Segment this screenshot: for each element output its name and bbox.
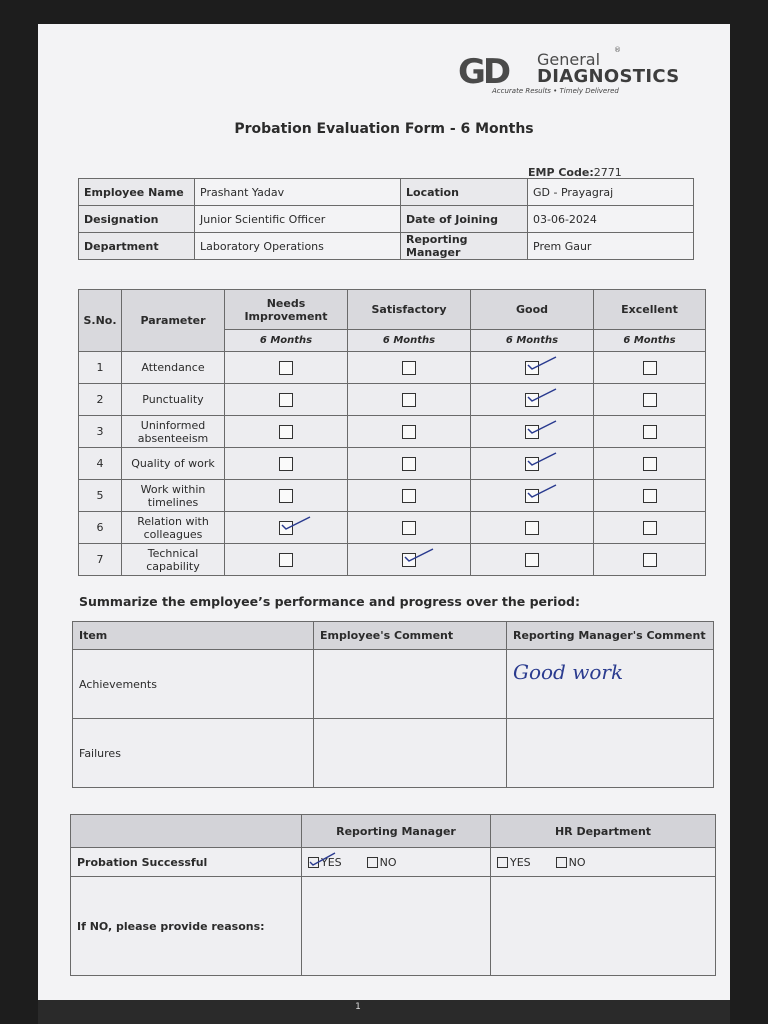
- page-number: 1: [355, 1002, 361, 1012]
- emp-code-label: EMP Code:: [528, 166, 594, 179]
- failures-employee-comment[interactable]: [314, 719, 507, 788]
- rating-checkbox-excellent[interactable]: [643, 361, 657, 375]
- rating-cell-satisfactory: [348, 384, 471, 416]
- row-sno: 3: [79, 416, 122, 448]
- rating-checkbox-satisfactory[interactable]: [402, 425, 416, 439]
- row-sno: 1: [79, 352, 122, 384]
- rating-cell-needs: [225, 544, 348, 576]
- row-parameter: Technical capability: [122, 544, 225, 576]
- probation-hr-header: HR Department: [491, 815, 716, 848]
- manager-choice-cell: [302, 848, 491, 877]
- page-bottom-edge: [38, 1000, 730, 1024]
- employee-name-value: Prashant Yadav: [195, 179, 401, 206]
- rating-cell-good: [471, 512, 594, 544]
- evaluation-table: [78, 289, 706, 576]
- manager-yes-label: YES: [321, 855, 342, 869]
- rating-checkbox-needs[interactable]: [279, 521, 293, 535]
- manager-label: Reporting Manager: [401, 233, 528, 260]
- rating-checkbox-satisfactory[interactable]: [402, 521, 416, 535]
- employee-comment-header: Employee's Comment: [314, 622, 507, 650]
- rating-cell-satisfactory: [348, 512, 471, 544]
- rating-cell-needs: [225, 512, 348, 544]
- rating-checkbox-excellent[interactable]: [643, 553, 657, 567]
- rating-cell-satisfactory: [348, 352, 471, 384]
- evaluation-row: [79, 544, 706, 576]
- item-header: Item: [73, 622, 314, 650]
- reasons-label: If NO, please provide reasons:: [71, 877, 302, 976]
- rating-checkbox-needs[interactable]: [279, 489, 293, 503]
- rating-cell-satisfactory: [348, 544, 471, 576]
- rating-checkbox-excellent[interactable]: [643, 521, 657, 535]
- evaluation-row: [79, 352, 706, 384]
- manager-value: Prem Gaur: [528, 233, 694, 260]
- rating-checkbox-needs[interactable]: [279, 393, 293, 407]
- good-header: Good: [471, 290, 594, 330]
- achievements-employee-comment[interactable]: [314, 650, 507, 719]
- needs-header: Needs Improvement: [225, 290, 348, 330]
- manager-reasons-field[interactable]: [302, 877, 491, 976]
- checkmark-icon: [309, 851, 337, 867]
- department-value: Laboratory Operations: [195, 233, 401, 260]
- evaluation-row: [79, 512, 706, 544]
- rating-cell-good: [471, 448, 594, 480]
- row-parameter: Punctuality: [122, 384, 225, 416]
- row-sno: 5: [79, 480, 122, 512]
- period-needs: 6 Months: [225, 330, 348, 352]
- rating-cell-needs: [225, 352, 348, 384]
- rating-cell-needs: [225, 480, 348, 512]
- checkmark-icon: [527, 452, 557, 468]
- rating-cell-excellent: [594, 384, 706, 416]
- location-label: Location: [401, 179, 528, 206]
- doj-label: Date of Joining: [401, 206, 528, 233]
- probation-successful-label: Probation Successful: [71, 848, 302, 877]
- rating-checkbox-excellent[interactable]: [643, 489, 657, 503]
- rating-cell-excellent: [594, 480, 706, 512]
- row-parameter: Quality of work: [122, 448, 225, 480]
- rating-cell-needs: [225, 448, 348, 480]
- evaluation-row: [79, 384, 706, 416]
- rating-cell-excellent: [594, 352, 706, 384]
- logo-brand-top: General: [537, 50, 601, 69]
- checkmark-icon: [527, 484, 557, 500]
- department-label: Department: [79, 233, 195, 260]
- rating-checkbox-good[interactable]: [525, 393, 539, 407]
- evaluation-row: [79, 416, 706, 448]
- rating-checkbox-good[interactable]: [525, 425, 539, 439]
- excellent-header: Excellent: [594, 290, 706, 330]
- rating-checkbox-excellent[interactable]: [643, 425, 657, 439]
- rating-cell-good: [471, 384, 594, 416]
- checkmark-icon: [527, 420, 557, 436]
- rating-cell-satisfactory: [348, 416, 471, 448]
- logo-brand-bottom: DIAGNOSTICS: [537, 66, 680, 87]
- rating-checkbox-needs[interactable]: [279, 361, 293, 375]
- row-parameter: Relation with colleagues: [122, 512, 225, 544]
- achievements-label: Achievements: [73, 650, 314, 719]
- checkmark-icon: [404, 548, 434, 564]
- designation-value: Junior Scientific Officer: [195, 206, 401, 233]
- logo-registered-mark: ®: [614, 46, 621, 54]
- manager-yes-checkbox[interactable]: [308, 857, 319, 868]
- rating-checkbox-satisfactory[interactable]: [402, 361, 416, 375]
- rating-checkbox-satisfactory[interactable]: [402, 457, 416, 471]
- hr-no-checkbox[interactable]: [556, 857, 567, 868]
- company-logo: [458, 46, 688, 98]
- rating-cell-good: [471, 480, 594, 512]
- row-sno: 2: [79, 384, 122, 416]
- checkmark-icon: [527, 388, 557, 404]
- rating-checkbox-good[interactable]: [525, 489, 539, 503]
- rating-checkbox-satisfactory[interactable]: [402, 393, 416, 407]
- rating-checkbox-good[interactable]: [525, 521, 539, 535]
- rating-checkbox-good[interactable]: [525, 457, 539, 471]
- rating-cell-excellent: [594, 448, 706, 480]
- form-title: Probation Evaluation Form - 6 Months: [234, 121, 534, 137]
- rating-cell-satisfactory: [348, 448, 471, 480]
- hr-no-label: NO: [568, 855, 586, 869]
- failures-label: Failures: [73, 719, 314, 788]
- employee-name-label: Employee Name: [79, 179, 195, 206]
- rating-checkbox-excellent[interactable]: [643, 393, 657, 407]
- row-sno: 6: [79, 512, 122, 544]
- row-parameter: Work within timelines: [122, 480, 225, 512]
- designation-label: Designation: [79, 206, 195, 233]
- logo-tagline: Accurate Results • Timely Delivered: [492, 87, 619, 95]
- satisfactory-header: Satisfactory: [348, 290, 471, 330]
- manager-no-checkbox[interactable]: [367, 857, 378, 868]
- location-value: GD - Prayagraj: [528, 179, 694, 206]
- summary-heading: Summarize the employee’s performance and progress over the period:: [79, 594, 580, 609]
- hr-yes-checkbox[interactable]: [497, 857, 508, 868]
- hr-yes-label: YES: [510, 855, 531, 869]
- evaluation-row: [79, 480, 706, 512]
- rating-checkbox-needs[interactable]: [279, 457, 293, 471]
- hr-choice-cell: [491, 848, 716, 877]
- emp-code-value: 2771: [593, 166, 622, 179]
- rating-checkbox-good[interactable]: [525, 361, 539, 375]
- checkmark-icon: [527, 356, 557, 372]
- rating-cell-satisfactory: [348, 480, 471, 512]
- row-sno: 4: [79, 448, 122, 480]
- rating-cell-needs: [225, 416, 348, 448]
- rating-checkbox-needs[interactable]: [279, 425, 293, 439]
- period-satisfactory: 6 Months: [348, 330, 471, 352]
- probation-manager-header: Reporting Manager: [302, 815, 491, 848]
- rating-cell-good: [471, 352, 594, 384]
- achievements-manager-comment[interactable]: Good work: [513, 660, 624, 684]
- rating-checkbox-needs[interactable]: [279, 553, 293, 567]
- doj-value: 03-06-2024: [528, 206, 694, 233]
- rating-cell-excellent: [594, 416, 706, 448]
- row-sno: 7: [79, 544, 122, 576]
- logo-mark: GD: [458, 52, 509, 92]
- rating-cell-needs: [225, 384, 348, 416]
- rating-cell-good: [471, 544, 594, 576]
- rating-checkbox-satisfactory[interactable]: [402, 553, 416, 567]
- rating-cell-excellent: [594, 544, 706, 576]
- probation-table: [70, 814, 716, 976]
- rating-cell-good: [471, 416, 594, 448]
- manager-no-label: NO: [379, 855, 397, 869]
- rating-cell-excellent: [594, 512, 706, 544]
- parameter-header: Parameter: [122, 290, 225, 352]
- rating-checkbox-good[interactable]: [525, 553, 539, 567]
- evaluation-rows: [79, 352, 706, 576]
- manager-comment-header: Reporting Manager's Comment: [507, 622, 714, 650]
- failures-manager-comment[interactable]: [507, 719, 714, 788]
- sno-header: S.No.: [79, 290, 122, 352]
- probation-blank-header: [71, 815, 302, 848]
- evaluation-row: [79, 448, 706, 480]
- summary-table: [72, 621, 714, 788]
- row-parameter: Attendance: [122, 352, 225, 384]
- period-excellent: 6 Months: [594, 330, 706, 352]
- employee-info-table: [78, 178, 694, 260]
- checkmark-icon: [281, 516, 311, 532]
- row-parameter: Uninformed absenteeism: [122, 416, 225, 448]
- rating-checkbox-excellent[interactable]: [643, 457, 657, 471]
- rating-checkbox-satisfactory[interactable]: [402, 489, 416, 503]
- period-good: 6 Months: [471, 330, 594, 352]
- hr-reasons-field[interactable]: [491, 877, 716, 976]
